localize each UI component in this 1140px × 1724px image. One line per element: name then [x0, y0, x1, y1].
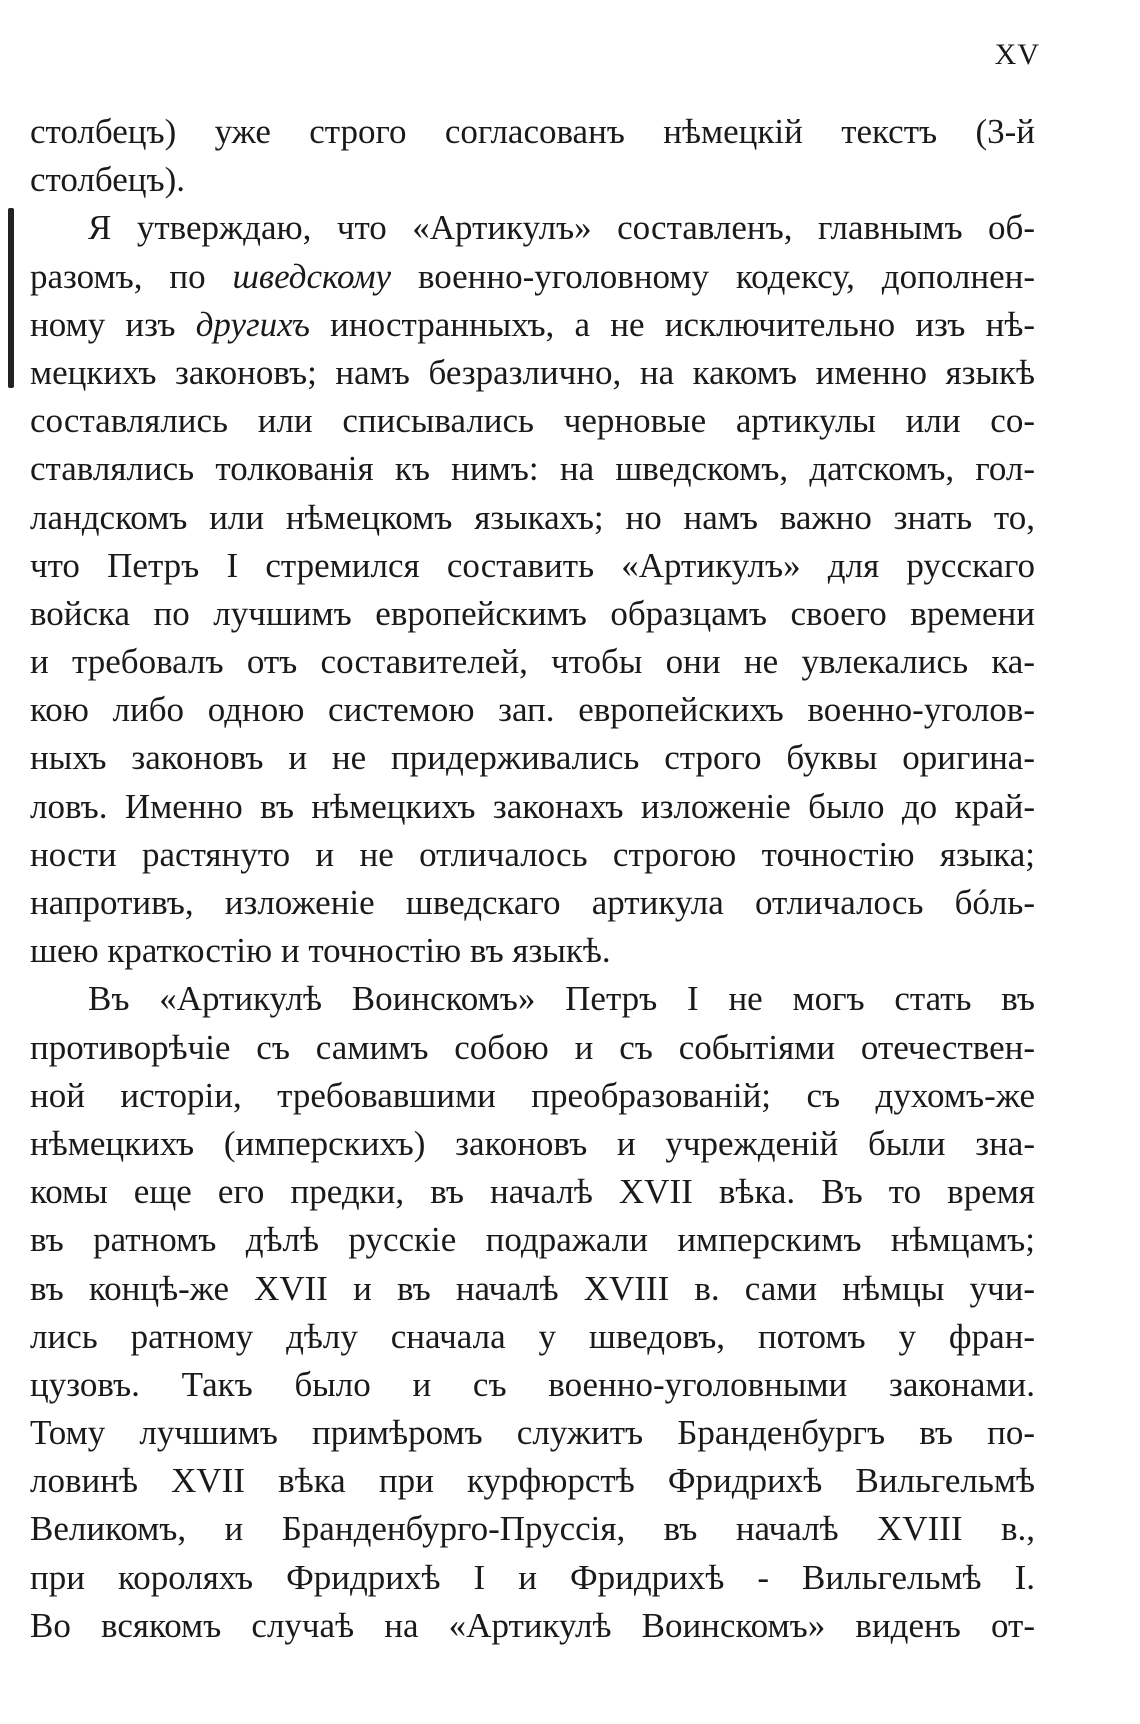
text-line: что Петръ I стремился составить «Артикулъ» для русскаго — [30, 545, 1035, 585]
text-line: ному изъ другихъ иностранныхъ, а не исключительно изъ нѣ- — [30, 304, 1035, 344]
text-line: при короляхъ Фридрихѣ I и Фридрихѣ - Вильгельмѣ I. — [30, 1557, 1035, 1597]
text-line: Во всякомъ случаѣ на «Артикулѣ Воинскомъ» виденъ от- — [30, 1605, 1035, 1645]
text-line: столбецъ) уже строго согласованъ нѣмецкій текстъ (3-й — [30, 112, 1035, 151]
text-line: столбецъ). — [30, 160, 185, 200]
text-line: Тому лучшимъ примѣромъ служитъ Бранденбургъ въ по- — [30, 1413, 1035, 1453]
text-line: ной исторіи, требовавшими преобразованій; съ духомъ-же — [30, 1075, 1035, 1115]
emphasis: шведскому — [232, 256, 392, 296]
text-line: въ концѣ-же XVII и въ началѣ XVIII в. сами нѣмцы учи- — [30, 1268, 1035, 1308]
text-line: разомъ, по шведскому военно-уголовному кодексу, дополнен- — [30, 256, 1035, 296]
margin-marker — [8, 208, 14, 388]
text-line: въ ратномъ дѣлѣ русскіе подражали имперскимъ нѣмцамъ; — [30, 1220, 1035, 1260]
text-line: лись ратному дѣлу сначала у шведовъ, потомъ у фран- — [30, 1316, 1035, 1356]
text-line: войска по лучшимъ европейскимъ образцамъ своего времени — [30, 593, 1035, 633]
text-line: Въ «Артикулѣ Воинскомъ» Петръ I не могъ стать въ — [88, 979, 1035, 1019]
text-line: ности растянуто и не отличалось строгою точностію языка; — [30, 834, 1035, 874]
text-line: напротивъ, изложеніе шведскаго артикула отличалось бóль- — [30, 883, 1035, 922]
text-line: ставлялись толкованія къ нимъ: на шведскомъ, датскомъ, гол- — [30, 449, 1035, 489]
text-line: ловинѣ XVII вѣка при курфюрстѣ Фридрихѣ Вильгельмѣ — [30, 1461, 1035, 1501]
page-number: XV — [994, 38, 1040, 71]
text-line: противорѣчіе съ самимъ собою и съ событіями отечествен- — [30, 1027, 1035, 1067]
text-line: Великомъ, и Бранденбурго-Пруссія, въ началѣ XVIII в., — [30, 1509, 1035, 1549]
text-line: ныхъ законовъ и не придерживались строго буквы оригина- — [30, 738, 1035, 778]
text-line: мецкихъ законовъ; намъ безразлично, на какомъ именно языкѣ — [30, 352, 1035, 392]
text-line: кою либо одною системою зап. европейскихъ военно-уголов- — [30, 690, 1035, 730]
text-line: ландскомъ или нѣмецкомъ языкахъ; но намъ важно знать то, — [30, 497, 1035, 537]
text-line: нѣмецкихъ (имперскихъ) законовъ и учрежденій были зна- — [30, 1123, 1035, 1163]
text-line: комы еще его предки, въ началѣ XVII вѣка. Въ то время — [30, 1172, 1035, 1212]
emphasis: другихъ — [195, 304, 310, 344]
text-line: цузовъ. Такъ было и съ военно-уголовными законами. — [30, 1364, 1035, 1404]
text-line: и требовалъ отъ составителей, чтобы они не увлекались ка- — [30, 642, 1035, 682]
text-line: ловъ. Именно въ нѣмецкихъ законахъ изложеніе было до край- — [30, 786, 1035, 826]
text-line: шею краткостію и точностію въ языкѣ. — [30, 931, 611, 971]
text-line: составлялись или списывались черновые артикулы или со- — [30, 401, 1035, 441]
body-text — [30, 108, 1035, 1650]
text-line: Я утверждаю, что «Артикулъ» составленъ, главнымъ об- — [88, 208, 1035, 248]
